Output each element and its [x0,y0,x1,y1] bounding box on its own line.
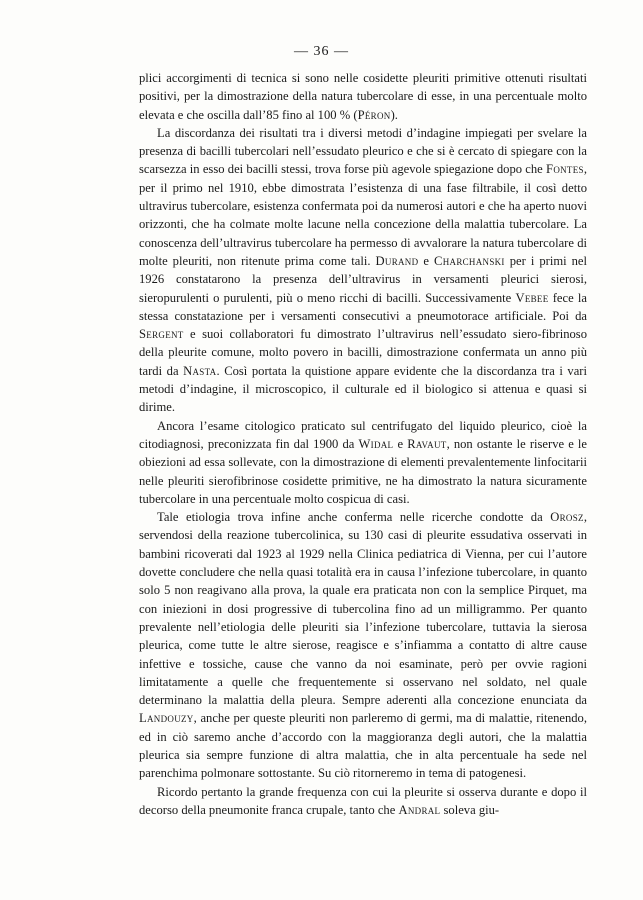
text-run: Ancora l’esame citologico praticato sul centrifugato del liquido pleurico, cioè la citodiagnosi, preconizzata fin dal 1900 da [139,418,587,451]
text-run: , per il primo nel 1910, ebbe dimostrata l’esistenza di una fase filtrabile, il così detto ultravirus tubercolare, esistenza confermata poi da numerosi autori e che ha aperto nuovi orizzonti, che ha colmate molte lacune nella concezione della malattia tubercolare. La conoscenza dell’ultravirus tubercolare ha permesso di avvalorare la natura tubercolare di molte pleuriti, non ritenute prima come tali. [139,162,587,268]
author-name: Ravaut [407,436,447,451]
author-name: Landouzy [139,711,194,726]
text-run: Tale etiologia trova infine anche conferma nelle ricerche condotte da [157,510,551,525]
text-run: ). [390,107,398,122]
author-name: Andral [398,802,441,817]
text-run: . Così portata la quistione appare evidente che la discordanza tra i vari metodi d’indagine, il microscopico, il culturale ed il biologico si attenua e quasi si dirime. [139,363,587,415]
paragraph [139,783,587,820]
author-name: Charchanski [434,253,505,268]
text-run: , servendosi della reazione tubercolinica, su 130 casi di pleurite essudativa osservati in bambini ricoverati dal 1923 al 1929 nella Clinica pediatrica di Vienna, per cui l’autore dovette concludere che nella quasi totalità era in causa l’infezione tubercolare, in quanto solo 5 non reagivano alla prova, la quale era praticata non con la semplice Pirquet, ma con iniezioni in dosi progressive di tubercolina fino ad un milligrammo. Per quanto prevalente nell’etiologia delle pleuriti sia l’infezione tubercolare, tuttavia la sierosa pleurica, come tutte le altre sierose, reagisce e s’infiamma a contatto di altre cause infettive e tossiche, cause che vanno da noi esaminate, però per ovvie ragioni limitatamente a quelle che frequentemente si osservano nel soldato, nel quale determinano la malattia della pleura. Sempre aderenti alla concezione enunciata da [139,510,587,708]
text-run: La discordanza dei risultati tra i diversi metodi d’indagine impiegati per svelare la presenza di bacilli tubercolari nell’essudato pleurico e che si è cercato di spiegare con la scarsezza in esso dei bacilli stessi, trova forse più agevole spiegazione dopo che [139,125,587,177]
author-name: Fontes [546,162,584,177]
paragraph [139,417,587,508]
text-run: plici accorgimenti di tecnica si sono nelle cosidette pleuriti primitive ottenuti risultati positivi, per la dimostrazione della natura tubercolare di esse, in una percentuale molto elevata e che oscilla dall’85 fino al 100 % ( [139,71,587,122]
paragraph [139,508,587,782]
author-name: Durand [375,253,419,268]
text-run: e [393,436,408,451]
author-name: Péron [357,107,391,122]
text-run: , anche per queste pleuriti non parleremo di germi, ma di malattie, ritenendo, ed in ciò saremo anche d’accordo con la maggioranza degli autori, che la malattia pleurica sia sempre funzione di altra malattia, che in alta percentuale ha sede nel parenchima polmonare sottostante. Su ciò ritorneremo in tema di patogenesi. [139,711,587,781]
paragraph [139,69,587,124]
author-name: Nasta [183,363,217,378]
text-run: per i primi nel 1926 constatarono la presenza dell’ultravirus in versamenti pleurici sierosi, sieropurulenti o purulenti, più o meno ricchi di bacilli. Successivamente [139,253,588,305]
text-run: fece la stessa constatazione per i versamenti consecutivi a pneumotorace artificiale. Poi da [139,290,587,323]
text-run: , non ostante le riserve e le obiezioni ad essa sollevate, con la dimostrazione di elementi prevalentemente linfocitarii nelle pleuriti sierofibrinose cosidette primitive, ne ha dimostrato la natura sicuramente tubercolare in una percentuale molto cospicua di casi. [139,436,588,506]
text-run: e [418,253,435,268]
text-run: e suoi collaboratori fu dimostrato l’ultravirus nell’essudato siero-fibrinoso della pleurite comune, molto povero in bacilli, dimostrazione confermata un anno più tardi da [139,327,587,378]
paragraph [139,124,587,417]
body-text [139,69,587,819]
author-name: Widal [358,436,394,451]
page-number: — 36 — [294,44,349,59]
text-run: soleva giu- [440,802,500,817]
author-name: Vebee [515,290,549,305]
text-run: Ricordo pertanto la grande frequenza con cui la pleurite si osserva durante e dopo il decorso della pneumonite franca crupale, tanto che [139,784,587,817]
author-name: Orosz [550,510,584,525]
author-name: Sergent [139,327,184,342]
